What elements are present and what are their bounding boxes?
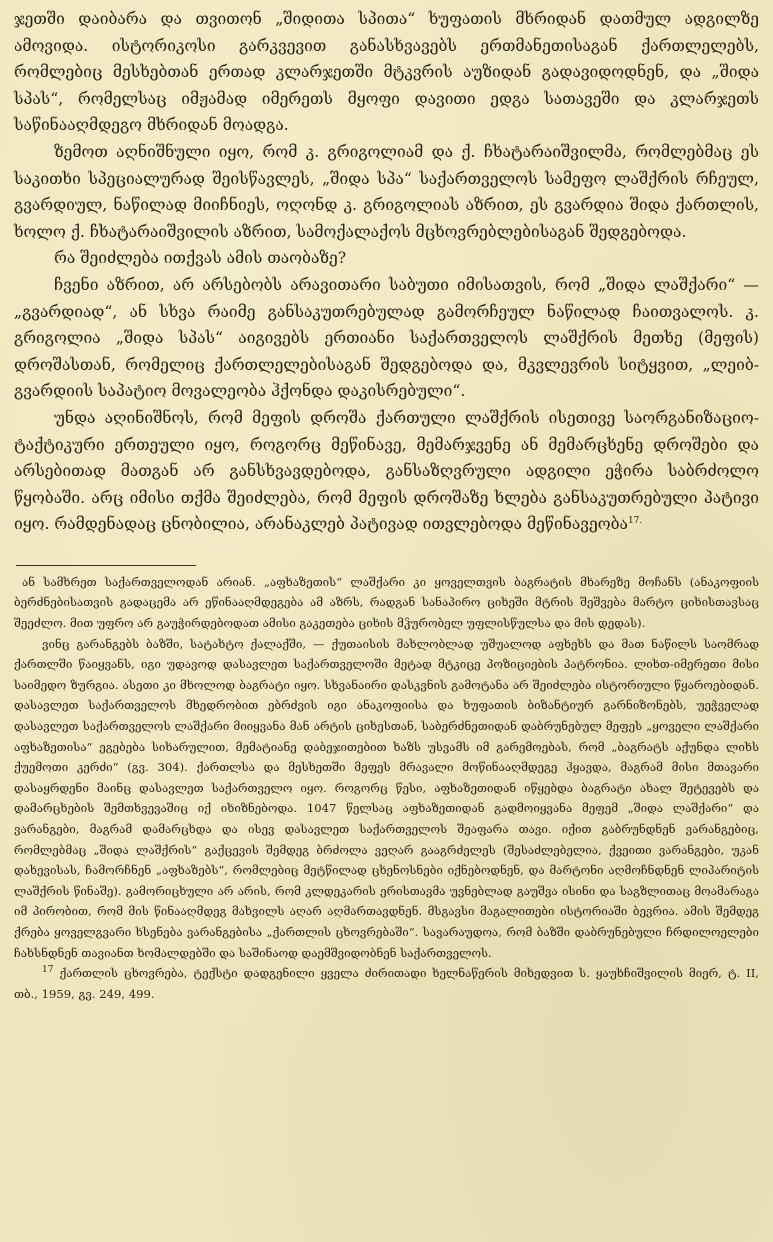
footnote-17 bbox=[14, 963, 759, 1004]
paragraph-5 bbox=[14, 405, 759, 538]
paragraph-5-text: უნდა აღინიშნოს, რომ მეფის დროშა ქართული ლაშქრის ისეთივე საორგანიზაციო-ტაქტიკური ერთეული იყო, როგორც მეწინავე, მემარჯვენე ან მემარცხენე დროშები და არსებითად მათგან არ განსხვავდებოდა, განსაზღვრული ადგილი ეჭირა საბრძოლო წყობაში. არც იმისი თქმა შეიძლება, რომ მეფის დროშაზე ხლება განსაკუთრებული პატივი იყო. რამდენადაც ცნობილია, არანაკლებ პატივად ითვლებოდა მეწინავეობა bbox=[14, 408, 759, 534]
main-text-body bbox=[14, 6, 759, 538]
paragraph-1: ჯეთში დაიბარა და თვითონ „შიდითა სპითა“ ხუფათის მხრიდან დათმულ ადგილზე ამოვიდა. ისტორიკოსი გარკვევით განასხვავებს ერთმანეთისაგან ქართლელებს, რომლებიც მესხებთან ერთად კლარჯეთში მტკვრის აუზიდან გადავიდოდნენ, და „შიდა სპას“, რომელსაც იმჟამად იმერეთს მყოფი დავითი ედგა სათავეში და კლარჯეთს საწინააღმდეგო მხრიდან მოადგა. bbox=[14, 10, 759, 135]
footnote-separator bbox=[16, 565, 196, 566]
footnote-17-number: 17 bbox=[42, 965, 54, 976]
footnotes-section bbox=[14, 572, 759, 1004]
paragraph-3-question: რა შეიძლება ითქვას ამის თაობაზე? bbox=[54, 249, 347, 268]
footnote-17-text: ქართლის ცხოვრება, ტექსტი დადგენილი ყველა ძირითადი ხელნაწერის მიხედვით ს. ყაუხჩიშვილის მიერ, ტ. II, თბ., 1959, გვ. 249, 499. bbox=[14, 966, 759, 1001]
paragraph-4: ჩვენი აზრით, არ არსებობს არავითარი საბუთი იმისათვის, რომ „შიდა ლაშქარი“ — „გვარდიად“, ან სხვა რაიმე განსაკუთრებულად გამორჩეულ ნაწილად ჩაითვალოს. კ. გრიგოლია „შიდა სპას“ აიგივებს ერთიანი საქართველოს ლაშქრის მეთხე (მეფის) დროშასთან, რომელიც ქართლელებისაგან შედგებოდა და, მკვლევრის სიტყვით, „ლეიბ-გვარდიის საპატიო მოვალეობა ჰქონდა დაკისრებული“. bbox=[14, 275, 759, 401]
footnote-ref-17: 17. bbox=[627, 516, 643, 527]
footnote-continued-1: ან სამხრეთ საქართველოდან არიან. „აფხაზეთის“ ლაშქარი კი ყოველთვის ბაგრატის მხარეზე მოჩანს (ანაკოფიის ბერძნებისათვის გადაცემა არ ეწინააღმდეგება ამ აზრს, რადგან სანაპირო ციხეში მტრის შეშვება მარტო ციხისთავსაც შეეძლო. მით უფრო არ გაუჭირდებოდათ ამისი გაკეთება ციხის მჴურობელ უფლისწულსა და მის დედას). bbox=[14, 574, 759, 631]
footnote-continued-2: ვინც გარანგებს ბაზში, სატახტო ქალაქში, — ქუთაისის მახლობლად უშუალოდ აფხეხს და მათ ნაწილს საომრად ქართლში წაიყვანს, იგი უდავოდ დასავლეთ საქართველოში მეტად მტკიცე პოზიციების პატრონია. ლიხთ-იმერეთი მისი საიმედო ზურგია. ასეთი კი მხოლოდ ბაგრატი იყო. სხვანაირი დასკვნის გამოტანა არ შეიძლება ისტორიული წყაროებიდან. დასავლეთ საქართველოს მხედრობით ებრძვის იგი ანაკოფიისა და ხუფათის ბიზანტიურ გარნიზონებს, უეჭველად დასავლეთ საქართველოს ლაშქარი მიიყვანა მან არტის ციხესთან, საბერძნეთიდან დაბრუნებულ მეფეს „ყოველი ლაშქარი აფხაზეთისა“ ეგებება სიხარულით, მემატიანე დაბეჯითებით ხაზს უსვამს იმ გარემოებას, რომ „ბაგრატს აქუნდა ლიხს ქუემოთი კერძი“ (გვ. 304). ქართლსა და მესხეთში მეფეს მრავალი მოწინააღმდეგე ჰყავდა, მაგრამ მისი მთავარი დასაყრდენი მაინც დასავლეთ საქართველო იყო. როგორც წესი, აფხაზეთიდან იწყებდა ბაგრატი ახალ შეტევებს და დამარცხების შემთხვევაშიც იქ იხიზნებოდა. 1047 წელსაც აფხაზეთიდან გადმოიყვანა მეფემ „შიდა ლაშქარი“ და ვარანგები, მაგრამ დამარცხდა და ისევ დასავლეთ საქართველოს შეაფარა თავი. იქით გაბრუნდნენ ვარანგებიც, რომლებმაც „შიდა ლაშქრის“ გაქცევის შემდეგ ბრძოლა ვეღარ გააგრძელეს (შესაძლებელია, ქვეითი ვარანგები, უკან დახევისას, ჩამორჩნენ „აფხაზებს“, რომლებიც მეტწილად ცხენოსნები იქნებოდნენ, და მარტონი აღმოჩნდნენ ლიპარიტის ლაშქრის წინაშე). გამორიცხული არ არის, რომ კლდეკარის ერისთავმა უვნებლად გაუშვა ისინი და საგზლითაც მოამარაგა იმ პირობით, რომ მის წინააღმდეგ მახვილს აღარ აღმართავდნენ. მსგავსი მაგალითები ისტორიაში ბევრია. ამის შემდეგ ქრება ყოველგვარი ხსენება ვარანგებისა „ქართლის ცხოვრებაში“. სავარაუდოა, რომ ბაზში დაბრუნებული ჩრდილოელები ჩახსნდნენ თავიანთ ხომალდებში და საშინაოდ დაემშვიდობნენ საქართველოს. bbox=[14, 636, 759, 960]
paragraph-2: ზემოთ აღნიშნული იყო, რომ კ. გრიგოლიამ და ქ. ჩხატარაიშვილმა, რომლებმაც ეს საკითხი სპეციალურად შეისწავლეს, „შიდა სპა“ საქართველოს სამეფო ლაშქრის რჩეულ, გვარდიულ, ნაწილად მიიჩნიეს, ოღონდ კ. გრიგოლიას აზრით, ეს გვარდია შიდა ქართლის, ხოლო ქ. ჩხატარაიშვილის აზრით, სამოქალაქოს მცხოვრებლებისაგან შედგებოდა. bbox=[14, 142, 759, 241]
